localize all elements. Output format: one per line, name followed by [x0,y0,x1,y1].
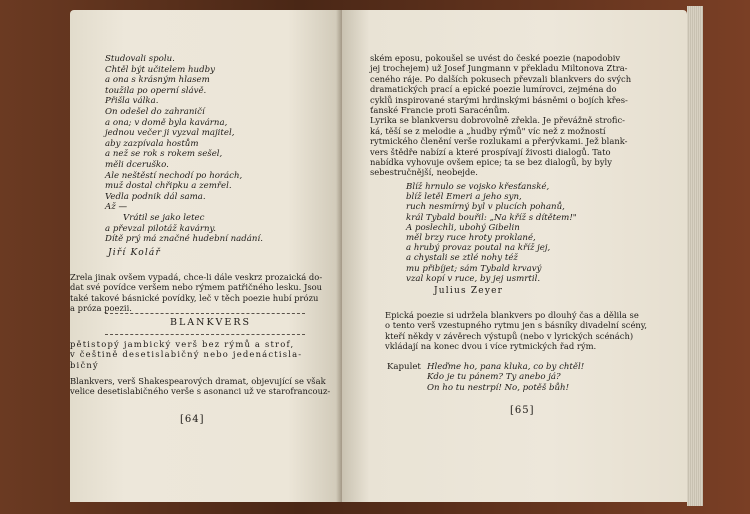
intro-line: vers štědře nabízí a které prospívají živosti dialogů. Tato [370,146,611,157]
poem-line: a hrubý provaz poutal na kříž jej, [406,243,551,254]
intro-line: cyklů inspirované starými hrdinskými básněmi o bojích křes- [370,94,628,105]
poem-line: měli dceruško. [105,160,169,170]
intro-line: dramatických prací a epické poezie lumírovci, zejména do [370,84,617,95]
poem-line: Blíž hrnulo se vojsko křesťanské, [406,182,550,192]
poem-line: Chtěl být učitelem hudby [105,64,215,75]
intro-line: nabídka vyhovuje ovšem epice; ta se bez dialogů, by byly [370,157,612,167]
poem-line: měl brzy ruce hroty proklané, [406,233,536,243]
poem-line: král Tybald bouřil: „Na kříž s dítětem!" [406,212,577,223]
poem-line: Přišla válka. [105,96,159,107]
left-page-number: [64] [180,414,205,425]
right-page [342,10,687,502]
poem-line: blíž letěl Emeri a jeho syn, [406,192,522,203]
intro-line: ťanské Francie proti Saracénům. [370,105,510,115]
heading-blankvers: BLANKVERS [170,317,252,328]
divider-top [105,313,305,314]
poem-line: ruch nesmírný byl v plucích pohanů, [406,202,565,213]
poem-line: a převzal pilotáž kavárny. [105,223,216,234]
definition-line: bičný [70,359,99,370]
definition-line: pětistopý jambický verš bez rýmů a strof, [70,339,295,349]
left-page [70,10,342,502]
poem-line: Vedla podnik dál sama. [105,191,206,202]
poem-line: a ona; v domě byla kavárna, [105,117,228,128]
prose-line: Zrela jinak ovšem vypadá, chce-li dále veskrz prozaická do- [70,272,323,282]
intro-line: rytmického členění verše rozlukami a přerývkami. Jež blank- [370,136,628,147]
closing-line: Blankvers, verš Shakespearových dramat, objevující se však [70,376,326,386]
closing-line: velice desetislabičného verše s asonanci už ve starofrancouz- [70,386,331,397]
poem-line: vzal kopí v ruce, by jej usmrtil. [406,273,541,284]
page-edges [687,6,703,506]
prose-line: dat své povídce veršem nebo rýmem patřičného lesku. Jsou [70,282,323,293]
prose-line: a próza poezii. [70,303,132,314]
dialogue-speaker: Kapulet [387,362,421,372]
poem-line: a než se rok s rokem sešel, [105,149,223,160]
divider-bottom [105,334,305,335]
right-author: Julius Zeyer [434,286,504,296]
right-page-number: [65] [510,405,535,416]
poem-line: Vrátil se jako letec [123,213,205,223]
intro-line: ceného ráje. Po dalších pokusech převzali blankvers do svých [370,73,632,84]
poem-line: Studovali spolu. [105,54,175,64]
poem-line: On odešel do zahraničí [105,107,205,117]
dialogue-line: Kdo je tu pánem? Ty anebo já? [427,372,561,383]
intro-line: ském eposu, pokoušel se uvést do české poezie (napodobiv [370,53,621,63]
poem-line: Dítě prý má značné hudební nadání. [105,234,263,245]
poem-line: aby zazpívala hostům [105,138,199,149]
poem-line: toužila po operní slávě. [105,85,207,96]
poem-line: Až — [105,202,128,213]
prose-line: Epická poezie si udržela blankvers po dlouhý čas a dělila se [385,310,639,320]
prose-line: kteří někdy v závěrech výstupů (nebo v lyrických scénách) [385,330,634,341]
dialogue-line: On ho tu nestrpí! No, potěš bůh! [427,382,570,393]
intro-line: Lyrika se blankversu dobrovolně zřekla. Je převážně strofic- [370,115,625,126]
prose-line: o tento verš vzestupného rytmu jen s básníky divadelní scény, [385,320,648,331]
prose-line: také takové básnické povídky, leč v těch poezie hubí prózu [70,292,319,303]
intro-line: jej trochejem) už Josef Jungmann v překladu Miltonova Ztra- [370,63,628,74]
poem-line: Ale neštěstí nechodí po horách, [105,170,243,181]
prose-line: vkládají na konec dvou i více rytmických řad rým. [385,341,597,352]
poem-line: A poslechli, ubohý Gibelin [406,222,520,233]
poem-line: a ona s krásným hlasem [105,75,210,86]
poem-line: muž dostal chřipku a zemřel. [105,181,232,192]
intro-line: ká, těší se z melodie a „hudby rýmů" víc než z možností [370,125,606,136]
poem-line: a chystali se ztlé nohy též [406,253,518,264]
intro-line: sebestručnější, neobejde. [370,167,478,178]
dialogue-line: Hleďme ho, pana kluka, co by chtěl! [427,362,585,372]
poem-line: mu přibíjet; sám Tybald krvavý [406,263,542,274]
left-author: Jiří Kolář [108,248,161,258]
poem-line: jednou večer ji vyzval majitel, [105,128,235,139]
definition-line: v češtině desetislabičný nebo jedenáctisla- [70,349,303,360]
